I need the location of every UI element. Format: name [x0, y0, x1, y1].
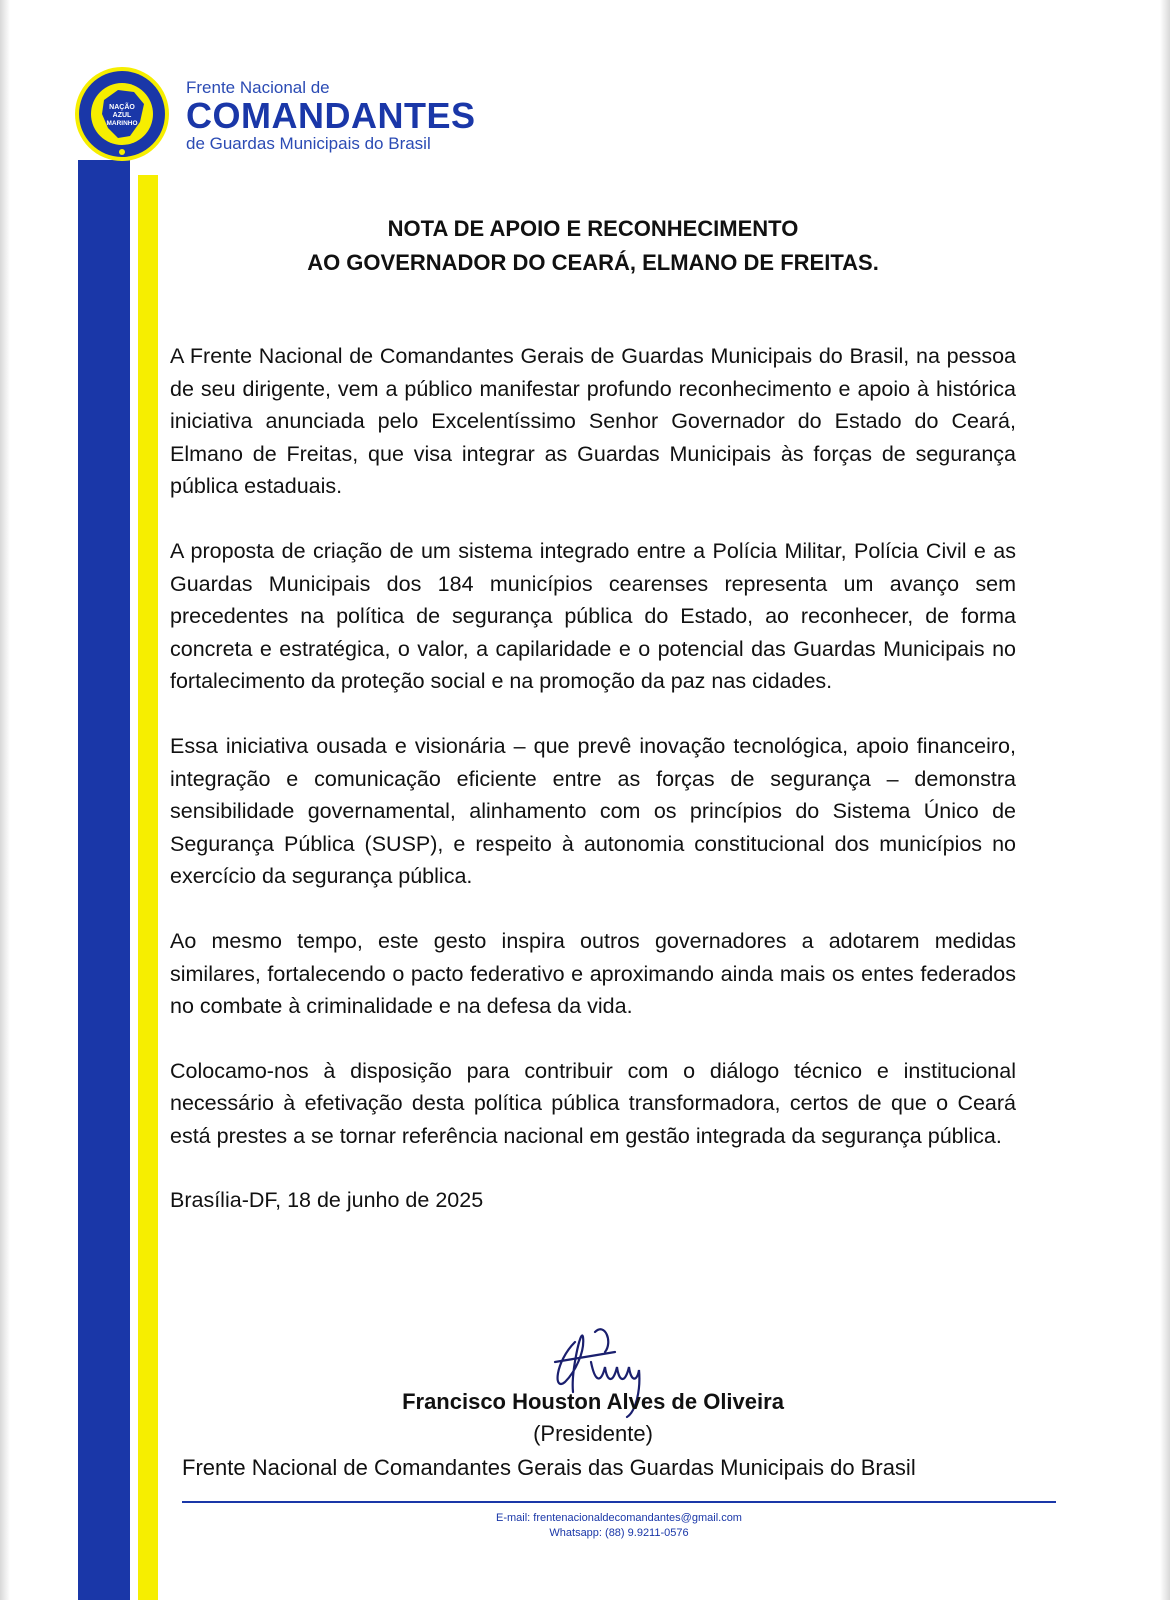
title-line-2: AO GOVERNADOR DO CEARÁ, ELMANO DE FREITAS.: [307, 250, 879, 275]
signatory-name: Francisco Houston Alves de Oliveira: [402, 1389, 784, 1414]
footer-phone: Whatsapp: (88) 9.9211-0576: [549, 1527, 689, 1539]
title-line-1: NOTA DE APOIO E RECONHECIMENTO: [387, 216, 799, 241]
brand-line-comandantes: COMANDANTES: [186, 95, 476, 136]
signatory-organization: Frente Nacional de Comandantes Gerais das Guardas Municipais do Brasil: [182, 1455, 916, 1480]
page-edge-right: [1160, 0, 1170, 1600]
paragraph-3: Essa iniciativa ousada e visionária – que prevê inovação tecnológica, apoio financeiro, integração e comunicação eficiente entre as forças de segurança – demonstra sensibilidade governamental, alinhamento com os princípios do Sistema Único de Segurança Pública (SUSP), e respeito à autonomia constitucional dos municípios no exercício da segurança pública.: [170, 733, 1016, 889]
stripe-gap: [130, 160, 138, 1600]
brand-line-frente: Frente Nacional de: [186, 78, 330, 97]
svg-text:MARINHO: MARINHO: [106, 120, 138, 127]
signatory-role: (Presidente): [533, 1421, 653, 1446]
footer-divider: [182, 1501, 1056, 1503]
organization-seal-logo: [74, 66, 170, 162]
footer-email: E-mail: frentenacionaldecomandantes@gmail.com: [496, 1512, 742, 1524]
page-edge-left: [0, 0, 10, 1600]
paragraph-5: Colocamo-nos à disposição para contribuir com o diálogo técnico e institucional necessário à efetivação desta política pública transformadora, certos de que o Ceará está prestes a se tornar referência nacional em gestão integrada da segurança pública.: [170, 1058, 1016, 1148]
document-date: Brasília-DF, 18 de junho de 2025: [170, 1188, 484, 1213]
paragraph-4: Ao mesmo tempo, este gesto inspira outros governadores a adotarem medidas similares, fortalecendo o pacto federativo e aproximando ainda mais os entes federados no combate à criminalidade e na defesa da vida.: [170, 928, 1016, 1019]
brand-header: [186, 78, 476, 154]
svg-text:AZUL: AZUL: [112, 112, 132, 119]
paragraph-1: A Frente Nacional de Comandantes Gerais de Guardas Municipais do Brasil, na pessoa de seu dirigente, vem a público manifestar profundo reconhecimento e apoio à histórica iniciativa anunciada pelo Excelentíssimo Senhor Governador do Estado do Ceará, Elmano de Freitas, que visa integrar as Guardas Municipais às forças de segurança pública estaduais.: [170, 344, 1016, 499]
brand-line-guardas: de Guardas Municipais do Brasil: [186, 134, 431, 153]
svg-text:NAÇÃO: NAÇÃO: [109, 104, 135, 111]
paragraph-2: A proposta de criação de um sistema integrado entre a Polícia Militar, Polícia Civil e as Guardas Municipais dos 184 municípios cearenses representa um avanço sem precedentes na política de segurança pública do Estado, ao reconhecer, de forma concreta e estratégica, o valor, a capilaridade e o potencial das Guardas Municipais no fortalecimento da proteção social e na promoção da paz nas cidades.: [170, 538, 1016, 694]
yellow-side-stripe: [138, 175, 158, 1600]
document-title: [170, 212, 1016, 280]
blue-side-stripe: [78, 160, 130, 1600]
document-body: [170, 340, 1016, 1249]
